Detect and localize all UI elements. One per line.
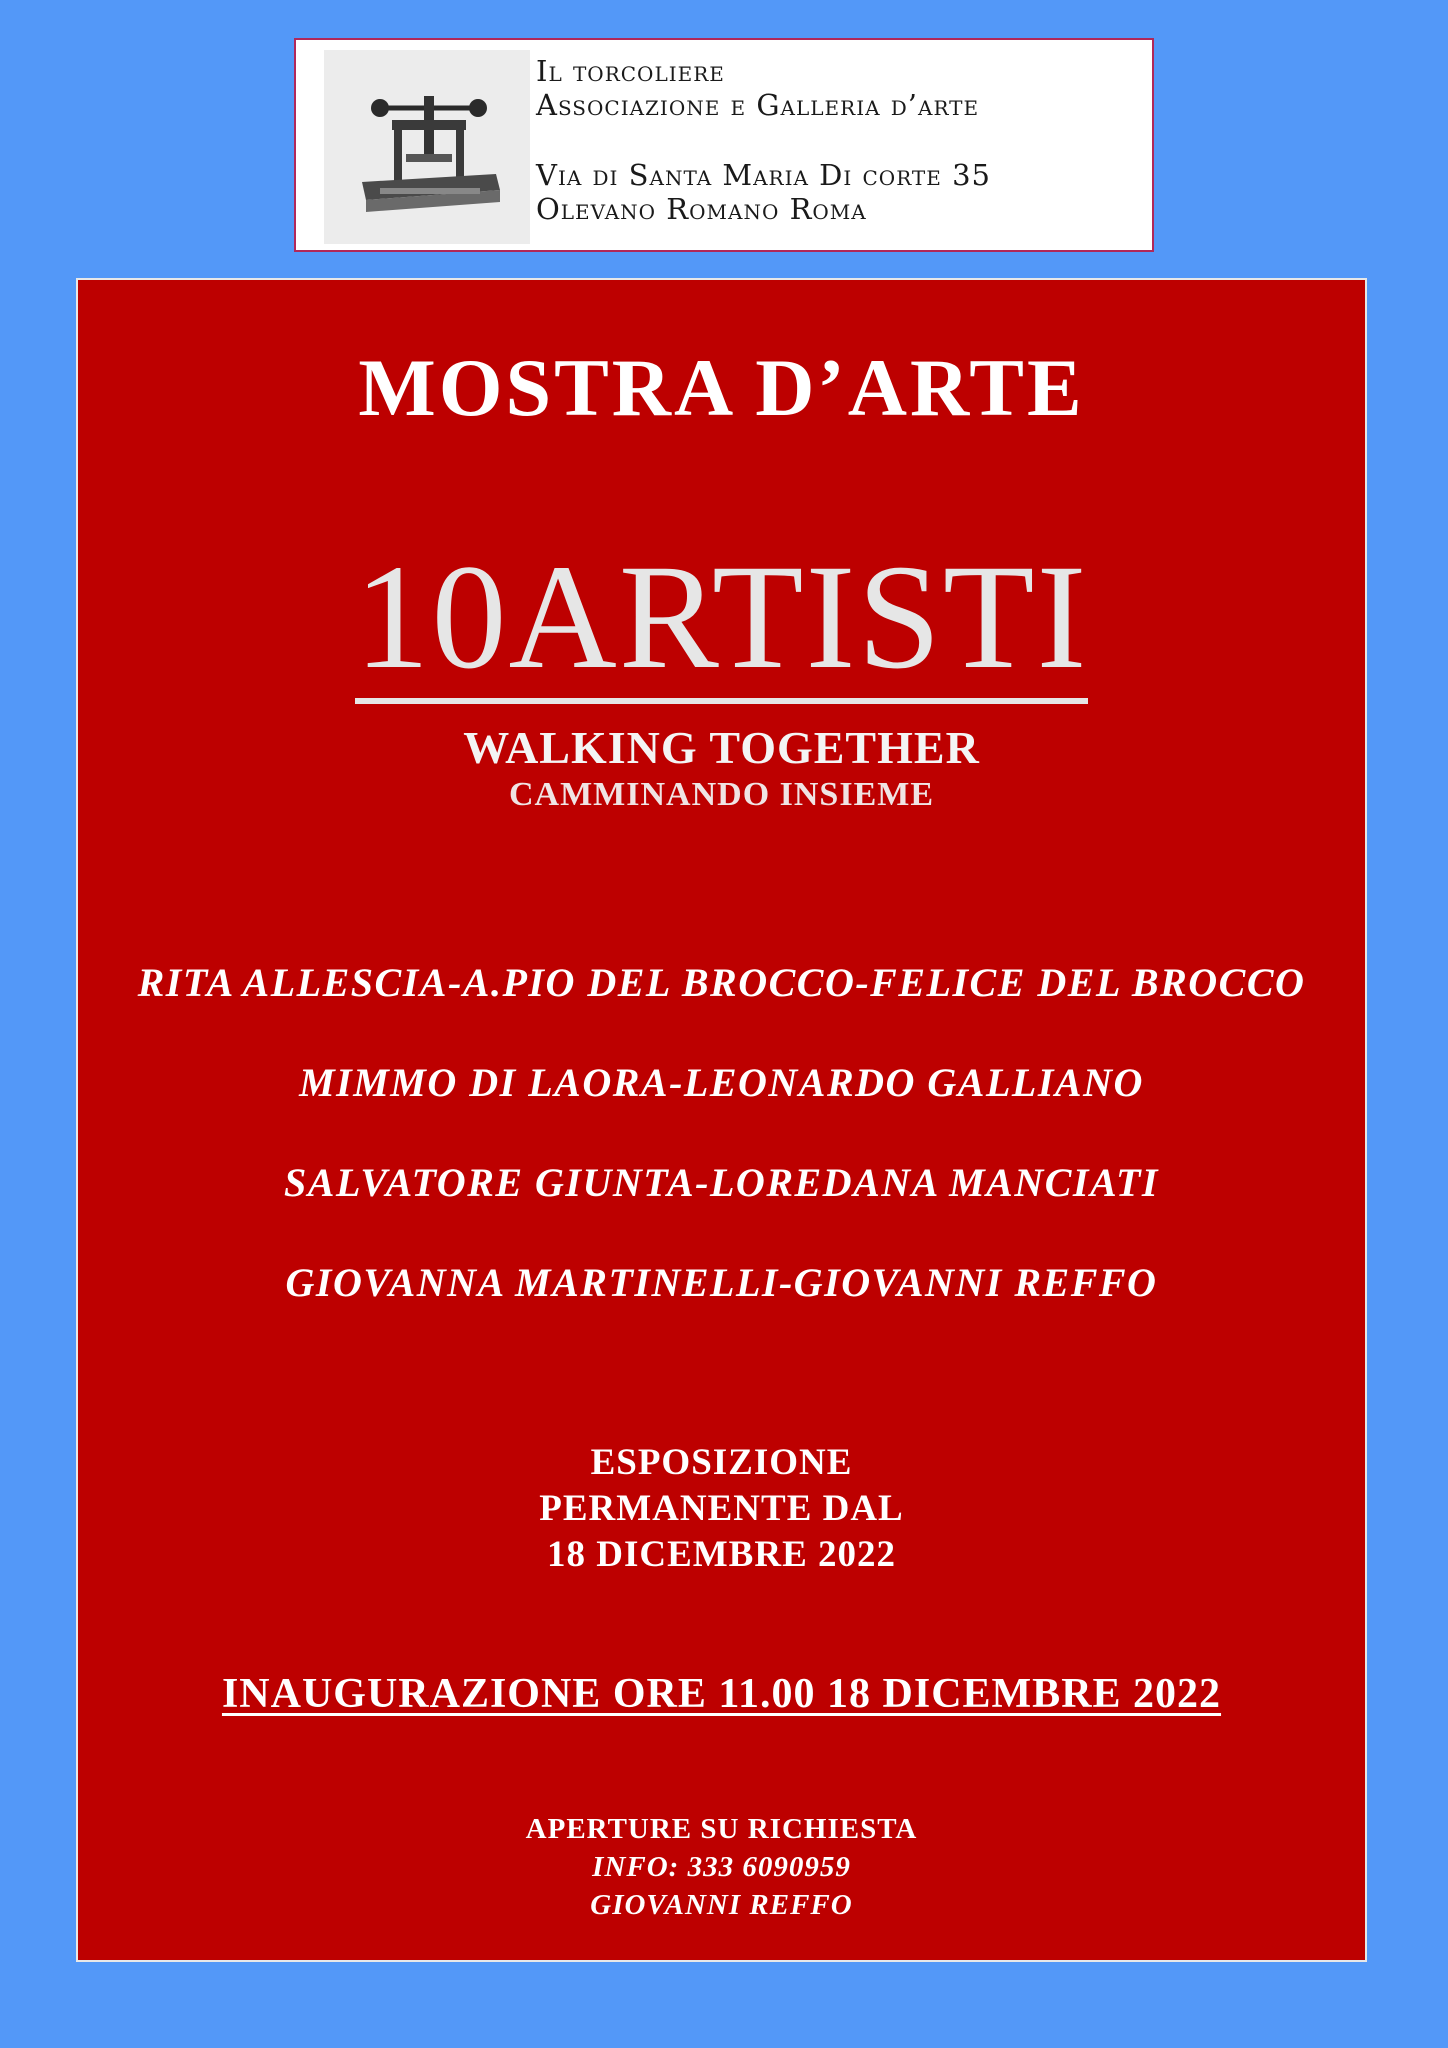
poster-panel [76,278,1367,1962]
exposition-line: PERMANENTE DAL [539,1488,904,1529]
artist-line: MIMMO DI LAORA-LEONARDO GALLIANO [299,1060,1144,1105]
artist-line: SALVATORE GIUNTA-LOREDANA MANCIATI [284,1160,1159,1205]
gallery-city: Olevano Romano Roma [536,192,867,226]
printing-press-icon [324,50,530,244]
openings-text: APERTURE SU RICHIESTA [525,1813,918,1845]
artist-line: RITA ALLESCIA-A.PIO DEL BROCCO-FELICE DEL BROCCO [137,960,1306,1005]
artist-line: GIOVANNA MARTINELLI-GIOVANNI REFFO [285,1260,1158,1305]
gallery-street-address: Via di Santa Maria Di corte 35 [536,158,991,192]
inauguration-text: INAUGURAZIONE ORE 11.00 18 DICEMBRE 2022 [221,1671,1222,1717]
big-title: 10ARTISTI [355,542,1089,704]
info-phone: INFO: 333 6090959 [592,1851,851,1883]
subtitle-english: WALKING TOGETHER [463,722,980,773]
exposition-line: 18 DICEMBRE 2022 [546,1534,897,1575]
header-card [294,38,1154,252]
subtitle-italian: CAMMINANDO INSIEME [508,776,935,813]
gallery-association: Associazione e Galleria d’arte [536,88,980,122]
gallery-name: Il torcoliere [536,54,725,88]
contact-name: GIOVANNI REFFO [590,1889,853,1921]
big-title-container [78,534,1365,704]
inauguration-container [78,1668,1365,1720]
poster-title: MOSTRA D’ARTE [358,342,1085,433]
exposition-line: ESPOSIZIONE [590,1442,853,1483]
